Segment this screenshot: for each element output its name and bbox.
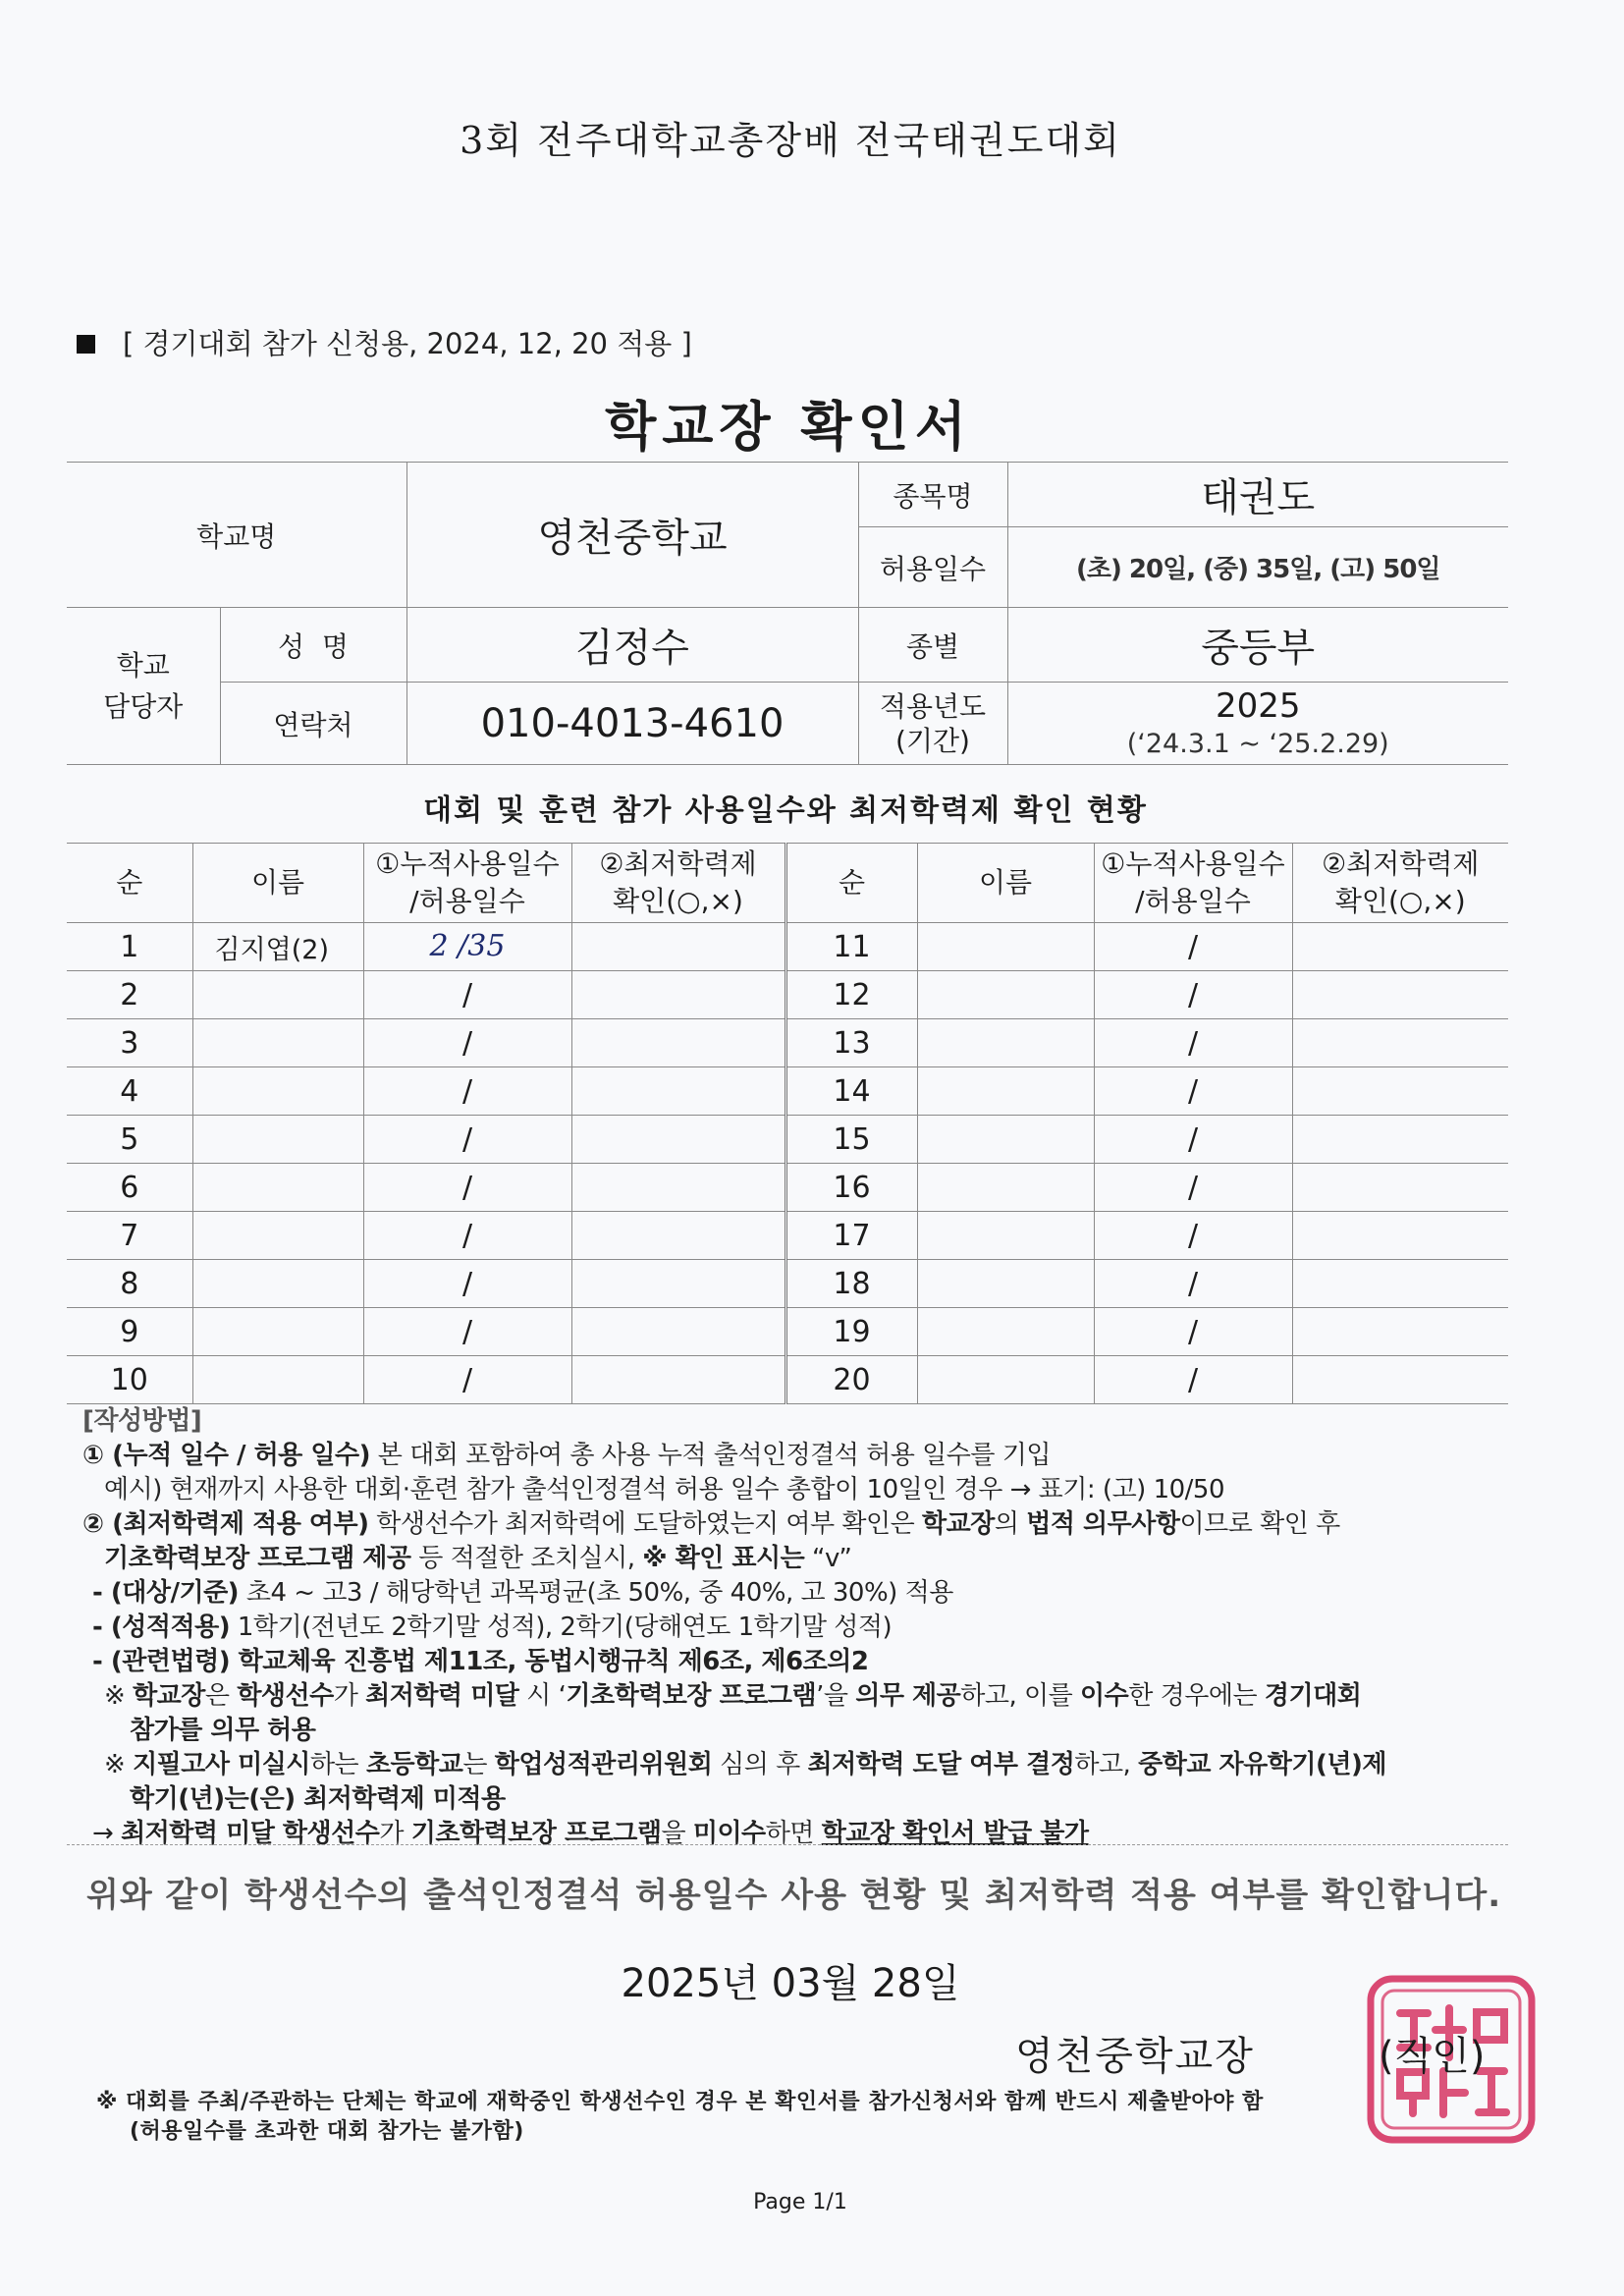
instructions-heading: [작성방법] bbox=[82, 1406, 202, 1436]
student-name bbox=[192, 1356, 363, 1404]
event-label: 종목명 bbox=[858, 463, 1007, 527]
instruction-line: ② (최저학력제 적용 여부) 학생선수가 최저학력에 도달하였는지 여부 확인은 학교장의 법적 의무사항이므로 확인 후 bbox=[82, 1509, 1340, 1539]
row-number: 1 bbox=[67, 923, 192, 971]
cumulative-days: / bbox=[363, 1019, 571, 1067]
cumulative-days: / bbox=[363, 1116, 571, 1164]
table-row bbox=[67, 1164, 1508, 1212]
cumulative-days: / bbox=[1094, 971, 1292, 1019]
attendance-table bbox=[67, 843, 1508, 1404]
year-period: (‘24.3.1 ~ ‘25.2.29) bbox=[1126, 728, 1389, 759]
cumulative-days: / bbox=[363, 1308, 571, 1356]
cumulative-days: / bbox=[1094, 1116, 1292, 1164]
footnote-line: (허용일수를 초과한 대회 참가는 불가함) bbox=[130, 2119, 524, 2144]
section-title: 대회 및 훈련 참가 사용일수와 최저학력제 확인 현황 bbox=[423, 793, 1148, 828]
minimum-check bbox=[571, 1019, 785, 1067]
minimum-check bbox=[571, 923, 785, 971]
minimum-check bbox=[571, 1260, 785, 1308]
cumulative-days: / bbox=[1094, 1067, 1292, 1116]
row-number: 10 bbox=[67, 1356, 192, 1404]
school-info-table bbox=[67, 462, 1508, 765]
table-row bbox=[67, 1212, 1508, 1260]
minimum-check bbox=[1292, 1260, 1508, 1308]
row-number: 2 bbox=[67, 971, 192, 1019]
minimum-check bbox=[1292, 1308, 1508, 1356]
event-value: 태권도 bbox=[1007, 463, 1508, 527]
row-number: 5 bbox=[67, 1116, 192, 1164]
student-name bbox=[917, 1067, 1094, 1116]
instruction-line: - (성적적용) 1학기(전년도 2학기말 성적), 2학기(당해연도 1학기말 성적) bbox=[92, 1613, 893, 1642]
student-name bbox=[192, 1116, 363, 1164]
usage-note bbox=[77, 322, 692, 362]
header-minimum: ②최저학력제 확인(○,×) bbox=[571, 844, 785, 923]
student-name bbox=[917, 1019, 1094, 1067]
minimum-check bbox=[571, 1164, 785, 1212]
year-value: 2025 bbox=[1215, 686, 1301, 727]
phone-value: 010-4013-4610 bbox=[406, 683, 858, 765]
student-name bbox=[917, 1164, 1094, 1212]
footnote bbox=[96, 2088, 1264, 2147]
minimum-check bbox=[1292, 1164, 1508, 1212]
minimum-check bbox=[571, 971, 785, 1019]
student-name bbox=[192, 1019, 363, 1067]
header-cumulative: ①누적사용일수 /허용일수 bbox=[363, 844, 571, 923]
cumulative-days: / bbox=[1094, 923, 1292, 971]
student-name bbox=[192, 971, 363, 1019]
year-cell bbox=[1007, 683, 1508, 765]
table-row bbox=[67, 923, 1508, 971]
row-number: 16 bbox=[785, 1164, 917, 1212]
instructions bbox=[82, 1404, 1516, 1851]
instruction-line: ① (누적 일수 / 허용 일수) 본 대회 포함하여 총 사용 누적 출석인정결석 허용 일수를 기입 bbox=[82, 1441, 1052, 1470]
instruction-line: ※ 학교장은 학생선수가 최저학력 미달 시 ‘기초학력보장 프로그램’을 의무 제공하고, 이를 이수한 경우에는 경기대회 bbox=[104, 1681, 1362, 1711]
row-number: 19 bbox=[785, 1308, 917, 1356]
cumulative-days: / bbox=[363, 1260, 571, 1308]
row-number: 13 bbox=[785, 1019, 917, 1067]
page-number: Page 1/1 bbox=[753, 2190, 847, 2214]
table-row bbox=[67, 1067, 1508, 1116]
row-number: 6 bbox=[67, 1164, 192, 1212]
name-label: 성 명 bbox=[220, 608, 406, 683]
minimum-check bbox=[571, 1212, 785, 1260]
minimum-check bbox=[571, 1116, 785, 1164]
student-name bbox=[917, 1308, 1094, 1356]
instruction-line: 학기(년)는(은) 최저학력제 미적용 bbox=[130, 1784, 506, 1814]
student-name bbox=[917, 971, 1094, 1019]
cumulative-days: / bbox=[363, 1067, 571, 1116]
contact-name-value: 김정수 bbox=[406, 608, 858, 683]
row-number: 9 bbox=[67, 1308, 192, 1356]
cumulative-days: / bbox=[363, 1212, 571, 1260]
minimum-check bbox=[1292, 1212, 1508, 1260]
minimum-check bbox=[1292, 1067, 1508, 1116]
row-number: 12 bbox=[785, 971, 917, 1019]
student-name bbox=[917, 1356, 1094, 1404]
minimum-check bbox=[1292, 1116, 1508, 1164]
cumulative-days: / bbox=[363, 1164, 571, 1212]
instruction-line: - (관련법령) 학교체육 진흥법 제11조, 동법시행규칙 제6조, 제6조의2 bbox=[92, 1647, 869, 1676]
header-minimum: ②최저학력제 확인(○,×) bbox=[1292, 844, 1508, 923]
minimum-check bbox=[571, 1308, 785, 1356]
row-number: 11 bbox=[785, 923, 917, 971]
allowed-days-value: (초) 20일, (중) 35일, (고) 50일 bbox=[1007, 527, 1508, 608]
row-number: 4 bbox=[67, 1067, 192, 1116]
instruction-line: 참가를 의무 허용 bbox=[130, 1716, 316, 1745]
student-name bbox=[192, 1260, 363, 1308]
minimum-check bbox=[1292, 1019, 1508, 1067]
cumulative-days: / bbox=[1094, 1356, 1292, 1404]
row-number: 7 bbox=[67, 1212, 192, 1260]
minimum-check bbox=[1292, 1356, 1508, 1404]
cumulative-days-handwritten: 2 /35 bbox=[363, 923, 571, 971]
instruction-line: → 최저학력 미달 학생선수가 기초학력보장 프로그램을 미이수하면 학교장 확인서 발급 불가 bbox=[92, 1819, 1089, 1848]
table-row bbox=[67, 1308, 1508, 1356]
header-no: 순 bbox=[67, 844, 192, 923]
header-no: 순 bbox=[785, 844, 917, 923]
student-name bbox=[192, 1067, 363, 1116]
row-number: 3 bbox=[67, 1019, 192, 1067]
table-row bbox=[67, 1260, 1508, 1308]
principal-title: 영천중학교장 bbox=[1015, 2034, 1255, 2079]
instruction-line: 기초학력보장 프로그램 제공 등 적절한 조치실시, ※ 확인 표시는 “v” bbox=[104, 1544, 852, 1573]
issue-date: 2025년 03월 28일 bbox=[621, 1961, 960, 2006]
document-title: 학교장 확인서 bbox=[605, 396, 972, 458]
division-label: 종별 bbox=[858, 608, 1007, 683]
table-row bbox=[67, 1019, 1508, 1067]
row-number: 17 bbox=[785, 1212, 917, 1260]
cumulative-days: / bbox=[363, 971, 571, 1019]
table-row bbox=[67, 971, 1508, 1019]
cumulative-days: / bbox=[1094, 1019, 1292, 1067]
cumulative-days: / bbox=[1094, 1308, 1292, 1356]
row-number: 20 bbox=[785, 1356, 917, 1404]
minimum-check bbox=[1292, 923, 1508, 971]
contact-person-label: 학교 담당자 bbox=[67, 608, 220, 765]
cumulative-days: / bbox=[1094, 1212, 1292, 1260]
division-value: 중등부 bbox=[1007, 608, 1508, 683]
table-row bbox=[67, 1356, 1508, 1404]
minimum-check bbox=[1292, 971, 1508, 1019]
instruction-line: - (대상/기준) 초4 ~ 고3 / 해당학년 과목평균(초 50%, 중 40%, 고 30%) 적용 bbox=[92, 1578, 953, 1608]
header-cumulative: ①누적사용일수 /허용일수 bbox=[1094, 844, 1292, 923]
black-square-icon bbox=[77, 335, 95, 354]
header-name: 이름 bbox=[192, 844, 363, 923]
table-row bbox=[67, 1116, 1508, 1164]
row-number: 14 bbox=[785, 1067, 917, 1116]
phone-label: 연락처 bbox=[220, 683, 406, 765]
student-name: 김지엽(2) bbox=[192, 923, 363, 971]
school-name-label: 학교명 bbox=[67, 463, 406, 608]
school-name-value: 영천중학교 bbox=[406, 463, 858, 608]
instruction-line: ※ 지필고사 미실시하는 초등학교는 학업성적관리위원회 심의 후 최저학력 도달 여부 결정하고, 중학교 자유학기(년)제 bbox=[104, 1750, 1386, 1779]
student-name bbox=[192, 1164, 363, 1212]
minimum-check bbox=[571, 1067, 785, 1116]
row-number: 8 bbox=[67, 1260, 192, 1308]
student-name bbox=[192, 1212, 363, 1260]
student-name bbox=[192, 1308, 363, 1356]
divider bbox=[67, 1844, 1508, 1845]
student-name bbox=[917, 923, 1094, 971]
allowed-days-label: 허용일수 bbox=[858, 527, 1007, 608]
minimum-check bbox=[571, 1356, 785, 1404]
event-title: 3회 전주대학교총장배 전국태권도대회 bbox=[460, 119, 1121, 162]
seal-placeholder: (직인) bbox=[1379, 2034, 1486, 2079]
student-name bbox=[917, 1116, 1094, 1164]
cumulative-days: / bbox=[1094, 1164, 1292, 1212]
instruction-line: 예시) 현재까지 사용한 대회·훈련 참가 출석인정결석 허용 일수 총합이 10일인 경우 → 표기: (고) 10/50 bbox=[104, 1475, 1225, 1504]
cumulative-days: / bbox=[1094, 1260, 1292, 1308]
row-number: 15 bbox=[785, 1116, 917, 1164]
cumulative-days: / bbox=[363, 1356, 571, 1404]
student-name bbox=[917, 1260, 1094, 1308]
year-label: 적용년도 (기간) bbox=[858, 683, 1007, 765]
usage-note-text: [ 경기대회 참가 신청용, 2024, 12, 20 적용 ] bbox=[123, 327, 692, 360]
header-name: 이름 bbox=[917, 844, 1094, 923]
confirmation-statement: 위와 같이 학생선수의 출석인정결석 허용일수 사용 현황 및 최저학력 적용 여부를 확인합니다. bbox=[86, 1876, 1502, 1915]
row-number: 18 bbox=[785, 1260, 917, 1308]
student-name bbox=[917, 1212, 1094, 1260]
footnote-line: ※ 대회를 주최/주관하는 단체는 학교에 재학중인 학생선수인 경우 본 확인서를 참가신청서와 함께 반드시 제출받아야 함 bbox=[96, 2090, 1264, 2114]
